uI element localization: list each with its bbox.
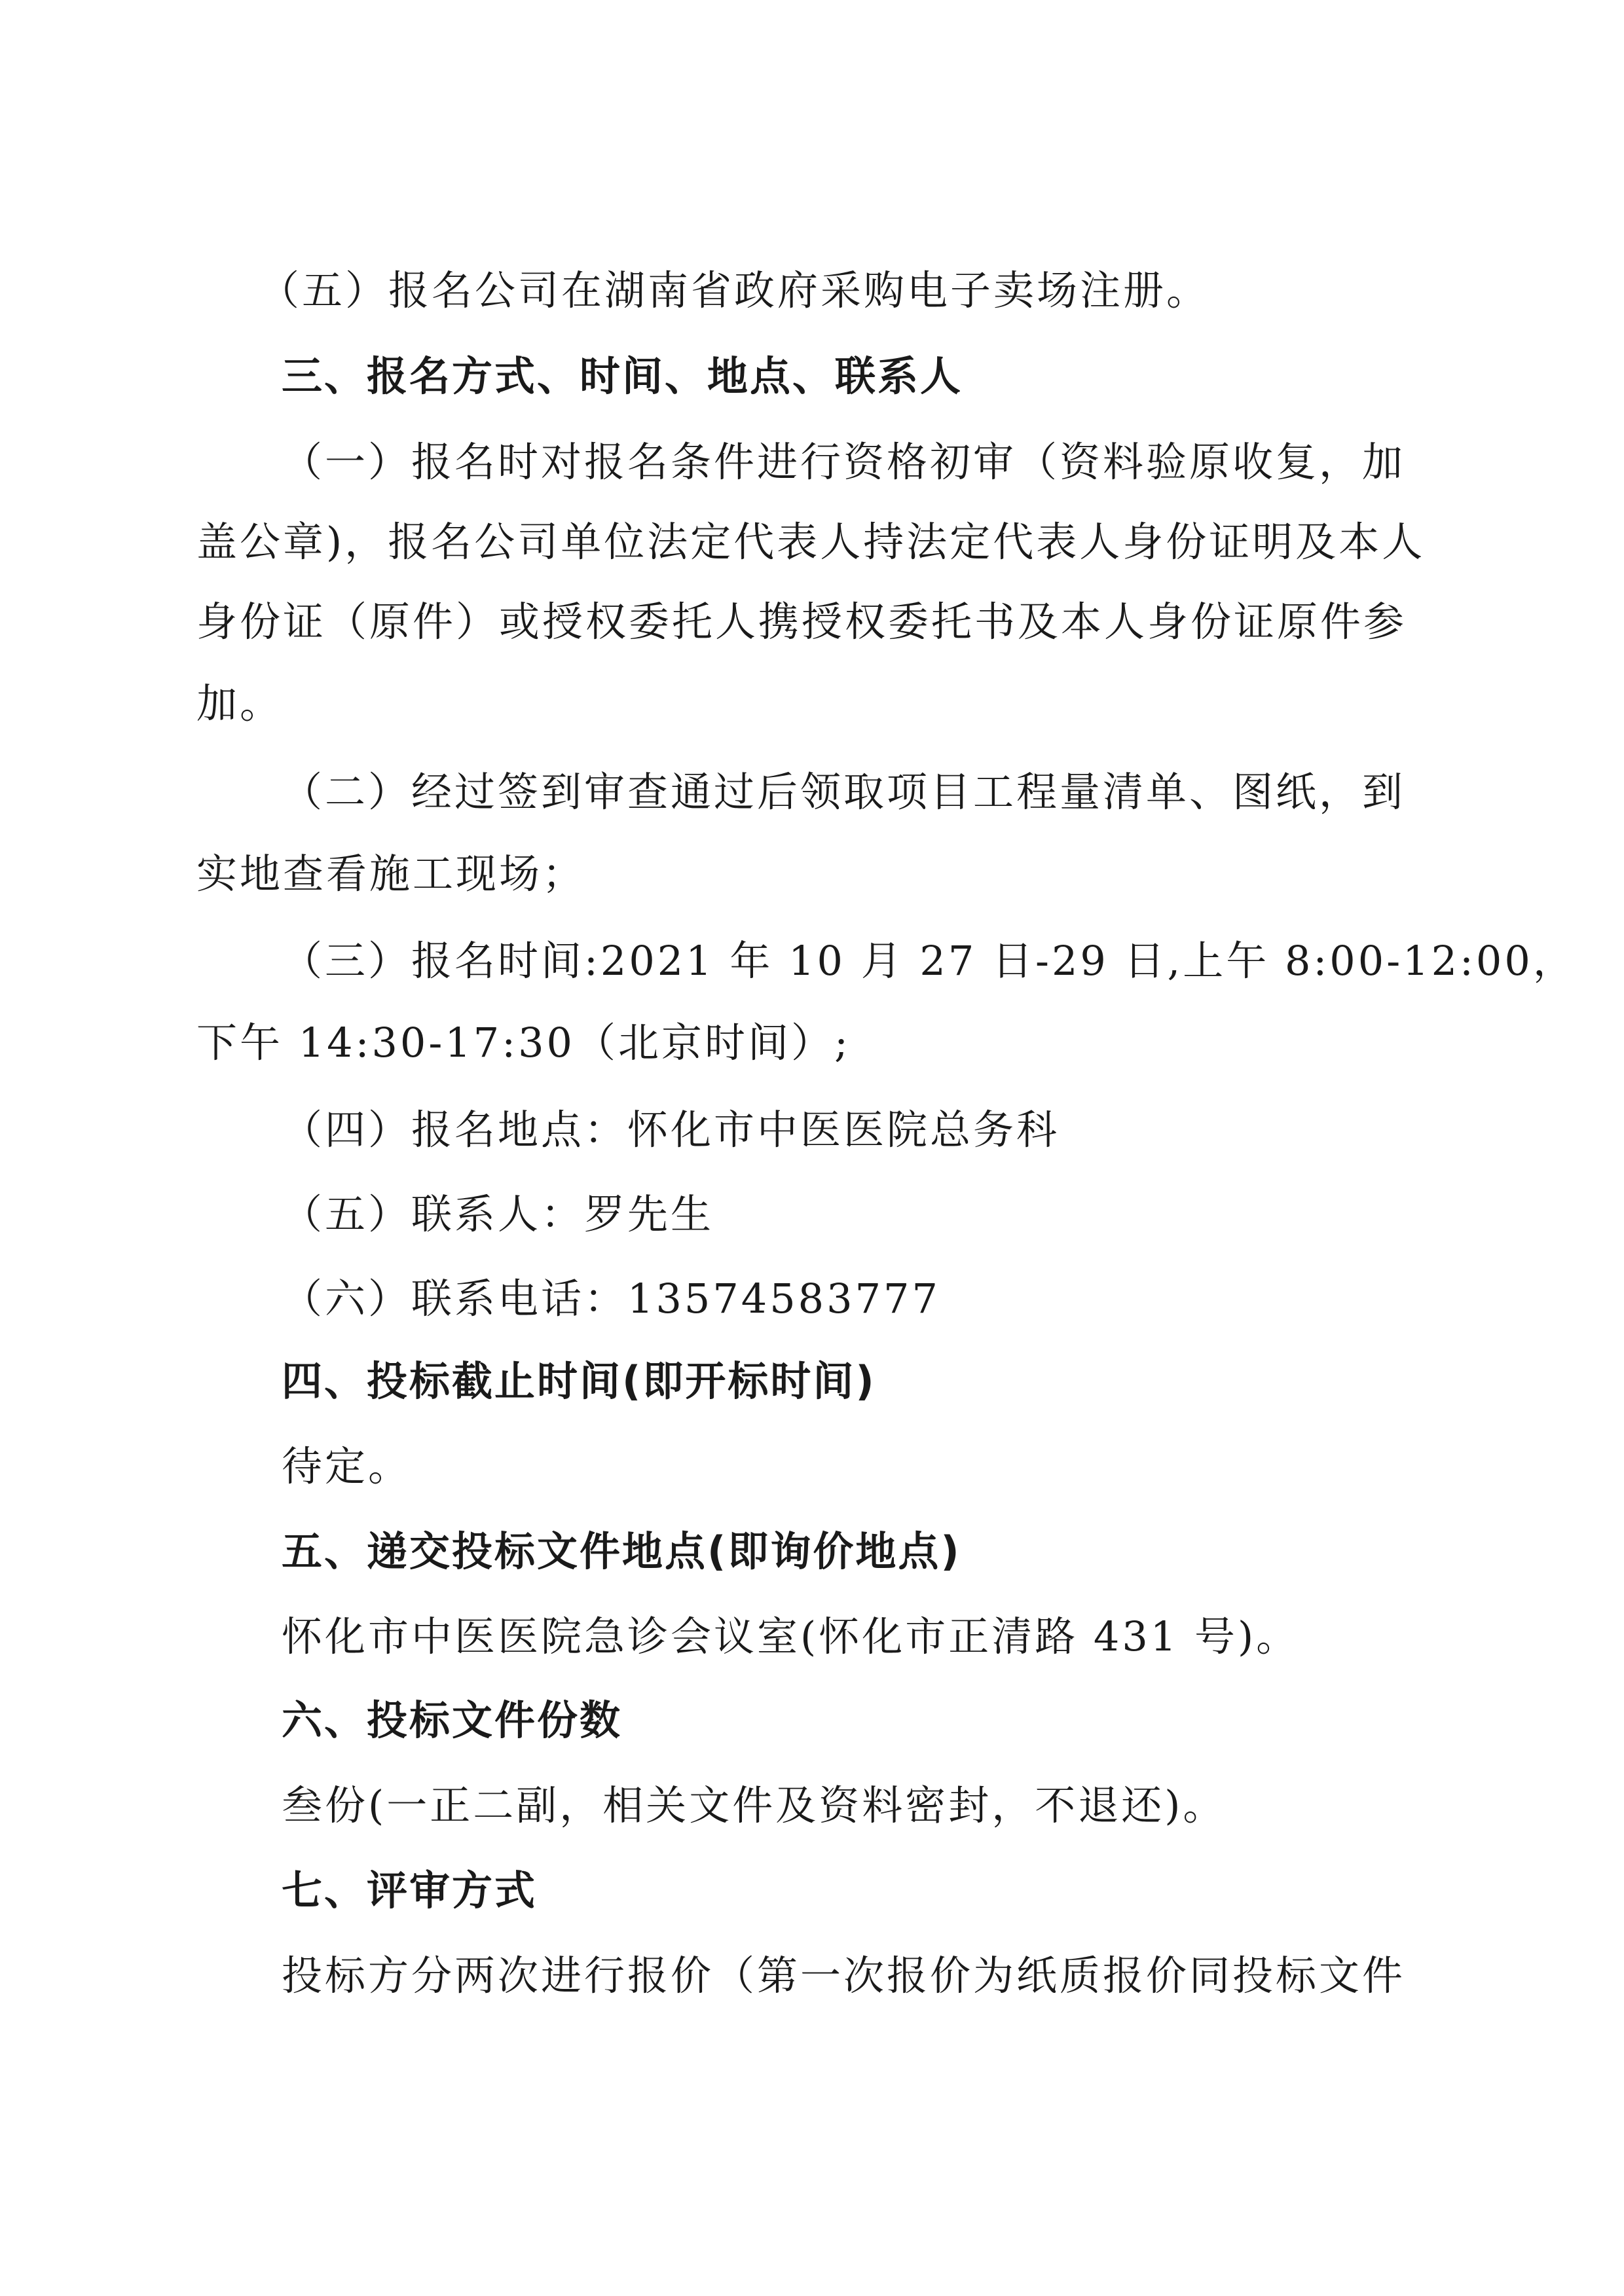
paragraph-item-1-line-2: 盖公章)，报名公司单位法定代表人持法定代表人身份证明及本人 — [196, 518, 1426, 566]
paragraph-copies: 叁份(一正二副，相关文件及资料密封，不退还)。 — [282, 1781, 1227, 1829]
paragraph-item-1-line-1: （一）报名时对报名条件进行资格初审（资料验原收复，加 — [282, 438, 1406, 486]
paragraph-item-1-line-3: 身份证（原件）或授权委托人携授权委托书及本人身份证原件参 — [196, 598, 1407, 646]
section-heading-6: 六、投标文件份数 — [282, 1696, 623, 1744]
section-heading-7: 七、评审方式 — [282, 1867, 538, 1914]
paragraph-item-5: （五）联系人：罗先生 — [282, 1190, 714, 1238]
paragraph-item-1-line-4: 加。 — [196, 680, 284, 727]
paragraph-item-2-line-1: （二）经过签到审查通过后领取项目工程量清单、图纸，到 — [282, 768, 1406, 816]
paragraph-item-3-line-1: （三）报名时间:2021 年 10 月 27 日-29 日,上午 8:00-12:00， — [282, 937, 1576, 985]
paragraph-registration-condition-5: （五）报名公司在湖南省政府采购电子卖场注册。 — [259, 266, 1210, 314]
paragraph-deadline: 待定。 — [282, 1442, 412, 1490]
paragraph-item-3-line-2: 下午 14:30-17:30（北京时间）; — [196, 1019, 851, 1066]
section-heading-3: 三、报名方式、时间、地点、联系人 — [282, 352, 963, 400]
section-heading-5: 五、递交投标文件地点(即询价地点) — [282, 1527, 961, 1575]
paragraph-item-4: （四）报名地点：怀化市中医医院总务科 — [282, 1106, 1060, 1154]
paragraph-review-method: 投标方分两次进行报价（第一次报价为纸质报价同投标文件 — [282, 1952, 1406, 1999]
section-heading-4: 四、投标截止时间(即开标时间) — [282, 1357, 876, 1405]
paragraph-item-6: （六）联系电话：13574583777 — [282, 1275, 940, 1322]
paragraph-submission-location: 怀化市中医医院急诊会议室(怀化市正清路 431 号)。 — [282, 1613, 1300, 1660]
paragraph-item-2-line-2: 实地查看施工现场； — [196, 850, 586, 898]
